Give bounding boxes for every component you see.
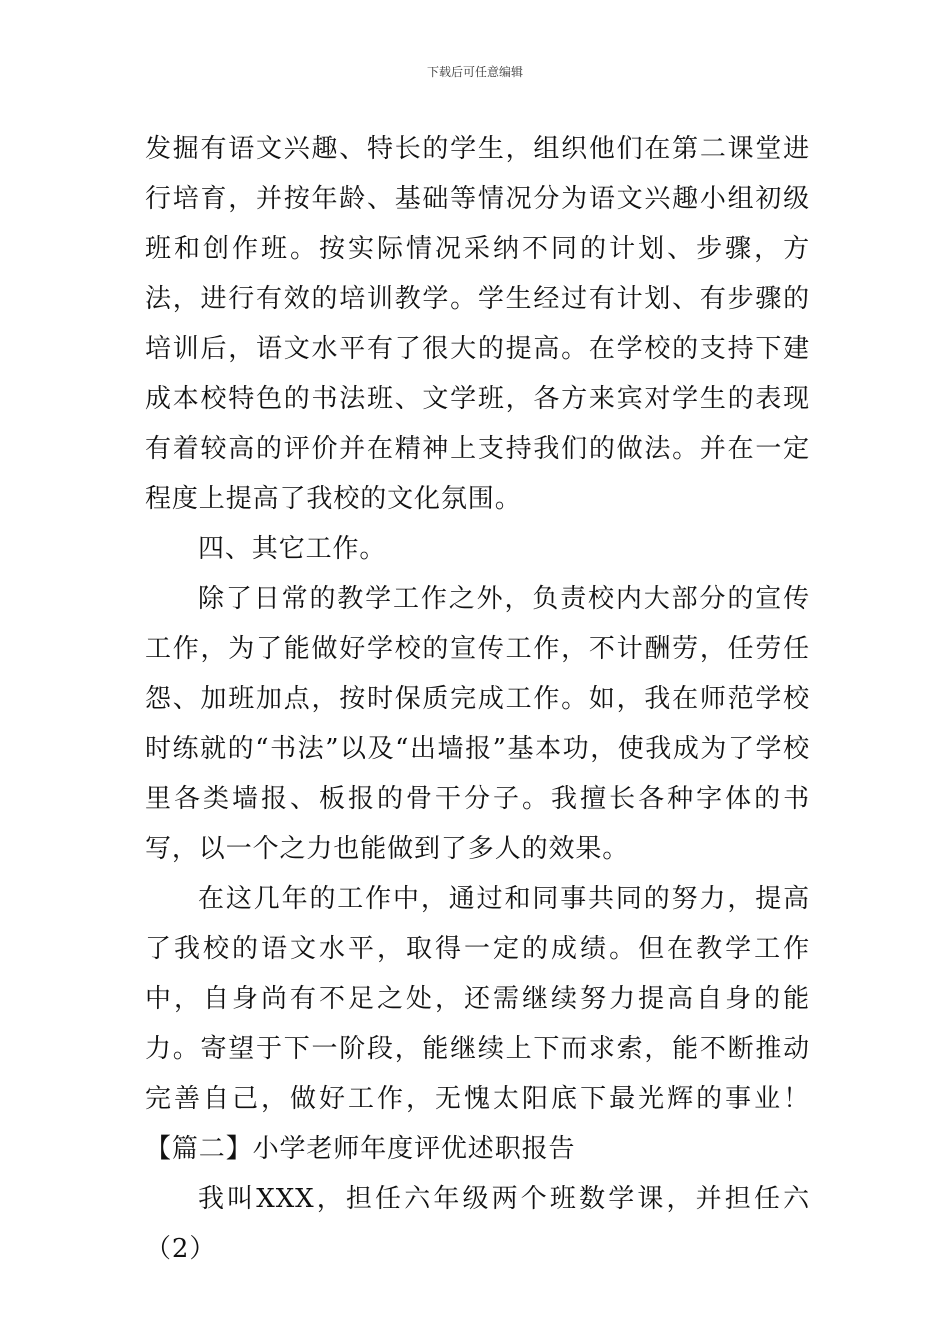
paragraph-4: 在这几年的工作中，通过和同事共同的努力，提高了我校的语文水平，取得一定的成绩。但在教学工作中，自身尚有不足之处，还需继续努力提高自身的能力。寄望于下一阶段，能继续上下而求索，能不断推动完善自己，做好工作，无愧太阳底下最光辉的事业！【篇二】小学老师年度评优述职报告 [145,884,810,1164]
paragraph-1: 发掘有语文兴趣、特长的学生，组织他们在第二课堂进行培育，并按年龄、基础等情况分为语文兴趣小组初级班和创作班。按实际情况采纳不同的计划、步骤，方法，进行有效的培训教学。学生经过有计划、有步骤的培训后，语文水平有了很大的提高。在学校的支持下建成本校特色的书法班、文学班，各方来宾对学生的表现有着较高的评价并在精神上支持我们的做法。并在一定程度上提高了我校的文化氛围。 [145,134,810,514]
document-body [145,124,810,1274]
section-heading-other-work: 四、其它工作。 [198,534,387,564]
page-header: 下载后可任意编辑 [426,65,523,79]
paragraph-3: 除了日常的教学工作之外，负责校内大部分的宣传工作，为了能做好学校的宣传工作，不计酬劳，任劳任怨、加班加点，按时保质完成工作。如，我在师范学校时练就的“书法”以及“出墙报”基本功，使我成为了学校里各类墙报、板报的骨干分子。我擅长各种字体的书写，以一个之力也能做到了多人的效果。 [145,584,810,864]
paragraph-5: 我叫XXX，担任六年级两个班数学课，并担任六（2） [145,1184,810,1264]
